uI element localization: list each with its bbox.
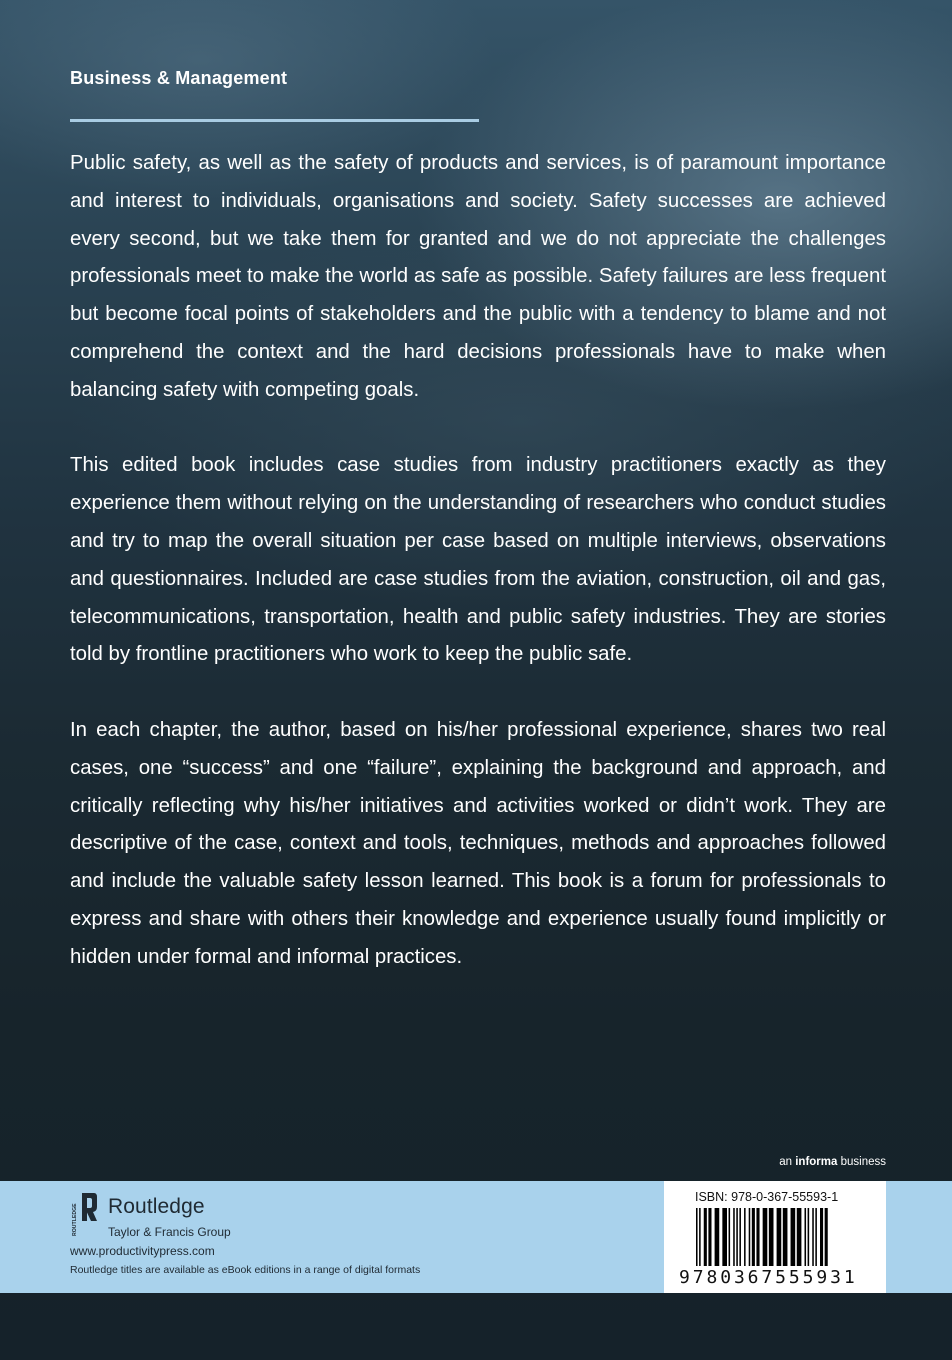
publisher-url[interactable]: www.productivitypress.com (70, 1244, 215, 1258)
blurb-paragraph-1: Public safety, as well as the safety of products and services, is of paramount importance and interest to individuals, organisations and society. Safety successes are achieved every second, but we take them for granted and we do not appreciate the challenges professionals meet to make the world as safe as possible. Safety failures are less frequent but become focal points of stakeholders and the public with a tendency to blame and not comprehend the context and the hard decisions professionals have to make when balancing safety with competing goals. (70, 152, 886, 401)
publisher-group: Taylor & Francis Group (108, 1225, 231, 1239)
routledge-logo-icon (70, 1191, 98, 1239)
barcode-bar (777, 1208, 782, 1266)
barcode-panel (664, 1181, 886, 1293)
informa-suffix: business (840, 1156, 886, 1168)
barcode-bar (797, 1208, 802, 1266)
barcode-bar (715, 1208, 720, 1266)
barcode-bar (733, 1208, 735, 1266)
barcode-bar (815, 1208, 817, 1266)
barcode-bar (763, 1208, 768, 1266)
blurb-paragraph-3: In each chapter, the author, based on his/her professional experience, shares two real cases, one “success” and one “failure”, explaining the background and approach, and critically reflecting why his/her initiatives and activities worked or didn’t work. They are descriptive of the case, context and tools, techniques, methods and approaches followed and include the valuable safety lesson learned. This book is a forum for professionals to express and share with others their knowledge and experience usually found implicitly or hidden under formal and informal practices. (70, 718, 886, 968)
category-label: Business & Management (70, 68, 288, 88)
isbn-label: ISBN: 978-0-367-55593-1 (695, 1190, 839, 1204)
barcode-bar (736, 1208, 738, 1266)
divider-rule (70, 119, 479, 122)
barcode-bar (808, 1208, 810, 1266)
barcode-bar (820, 1208, 823, 1266)
blurb-text (70, 145, 886, 1014)
barcode-bar (825, 1208, 828, 1266)
barcode-digits: 9780367555931 (679, 1267, 858, 1288)
barcode-bar (696, 1208, 698, 1266)
publisher-name: Routledge (108, 1195, 205, 1218)
barcode-bar (739, 1208, 741, 1266)
barcode-bar (812, 1208, 814, 1266)
barcode-bar (729, 1208, 731, 1266)
informa-tagline (779, 1156, 886, 1168)
barcode-bar (783, 1208, 788, 1266)
informa-prefix: an (779, 1156, 793, 1168)
informa-brand: informa (795, 1156, 838, 1168)
barcode-bar (805, 1208, 807, 1266)
ebook-note: Routledge titles are available as eBook editions in a range of digital formats (70, 1264, 421, 1276)
barcode-bar (722, 1208, 727, 1266)
barcode-bar (769, 1208, 774, 1266)
barcode-bar (708, 1208, 711, 1266)
barcode-bar (704, 1208, 707, 1266)
barcode-bars (695, 1208, 867, 1268)
blurb-paragraph-2: This edited book includes case studies from industry practitioners exactly as they experience them without relying on the understanding of researchers who conduct studies and try to map the overall situation per case based on multiple interviews, observations and questionnaires. Included are case studies from the aviation, construction, oil and gas, telecommunications, transportation, health and public safety industries. They are stories told by frontline practitioners who work to keep the public safe. (70, 454, 886, 666)
barcode-bar (699, 1208, 701, 1266)
barcode-bar (791, 1208, 796, 1266)
barcode-bar (749, 1208, 751, 1266)
barcode-bar (756, 1208, 759, 1266)
barcode-bar (744, 1208, 746, 1266)
barcode-bar (752, 1208, 755, 1266)
logo-wordmark: ROUTLEDGE (72, 1203, 78, 1236)
